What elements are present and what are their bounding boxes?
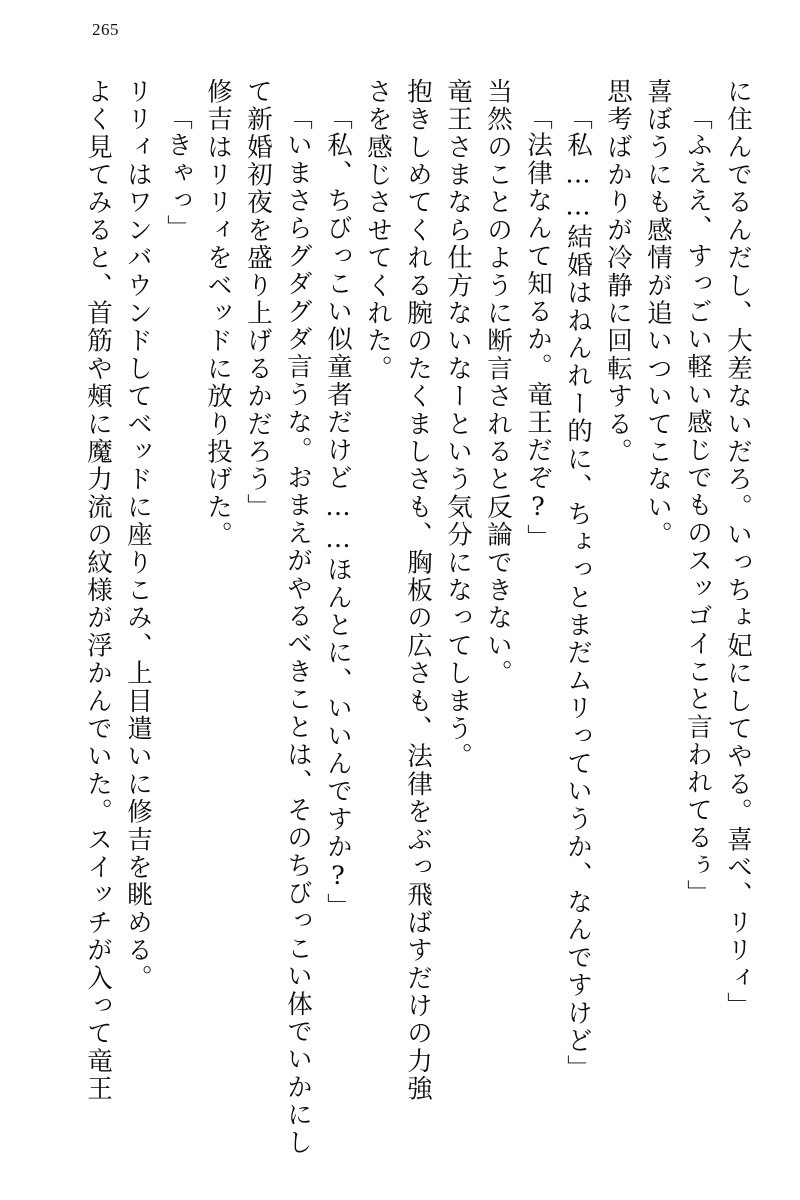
text-column: さを感じさせてくれた。 xyxy=(363,78,393,383)
text-column: 「私……結婚はねんれー的に、ちょっとまだムリっていうか、なんですけど」 xyxy=(563,104,593,1083)
text-column: よく見てみると、首筋や頰に魔力流の紋様が浮かんでいた。スイッチが入って竜王 xyxy=(83,78,113,1103)
text-column: 喜ぼうにも感情が追いついてこない。 xyxy=(643,78,673,549)
text-column: 「私、ちびっこい似童者だけど……ほんとに、いいんですか?」 xyxy=(323,104,353,921)
text-column: て新婚初夜を盛り上げるかだろう」 xyxy=(243,78,273,522)
text-column: 修吉はリリィをベッドに放り投げた。 xyxy=(203,78,233,549)
text-column: 竜王さまなら仕方ないなーという気分になってしまう。 xyxy=(443,78,473,771)
text-column: リリィはワンバウンドしてベッドに座りこみ、上目遣いに修吉を眺める。 xyxy=(123,78,153,993)
text-column: に住んでるんだし、大差ないだろ。いっちょ妃にしてやる。喜べ、リリィ」 xyxy=(723,78,753,1020)
text-column: 「いまさらグダグダ言うな。おまえがやるべきことは、そのちびっこい体でいかにし xyxy=(283,104,313,1157)
text-column: 思考ばかりが冷静に回転する。 xyxy=(603,78,633,466)
text-column: 抱きしめてくれる腕のたくましさも、胸板の広さも、法律をぶっ飛ばすだけの力強 xyxy=(403,78,433,1103)
text-column: 「ふええ、すっごい軽い感じでものスッゴイこと言われてるぅ」 xyxy=(683,104,713,908)
text-column: 「きゃっ」 xyxy=(163,104,193,243)
text-column: 「法律なんて知るか。竜王だぞ?」 xyxy=(523,104,553,552)
page-number: 265 xyxy=(92,20,119,39)
vertical-text-body xyxy=(38,78,753,1168)
text-column: 当然のことのように断言されると反論できない。 xyxy=(483,78,513,688)
